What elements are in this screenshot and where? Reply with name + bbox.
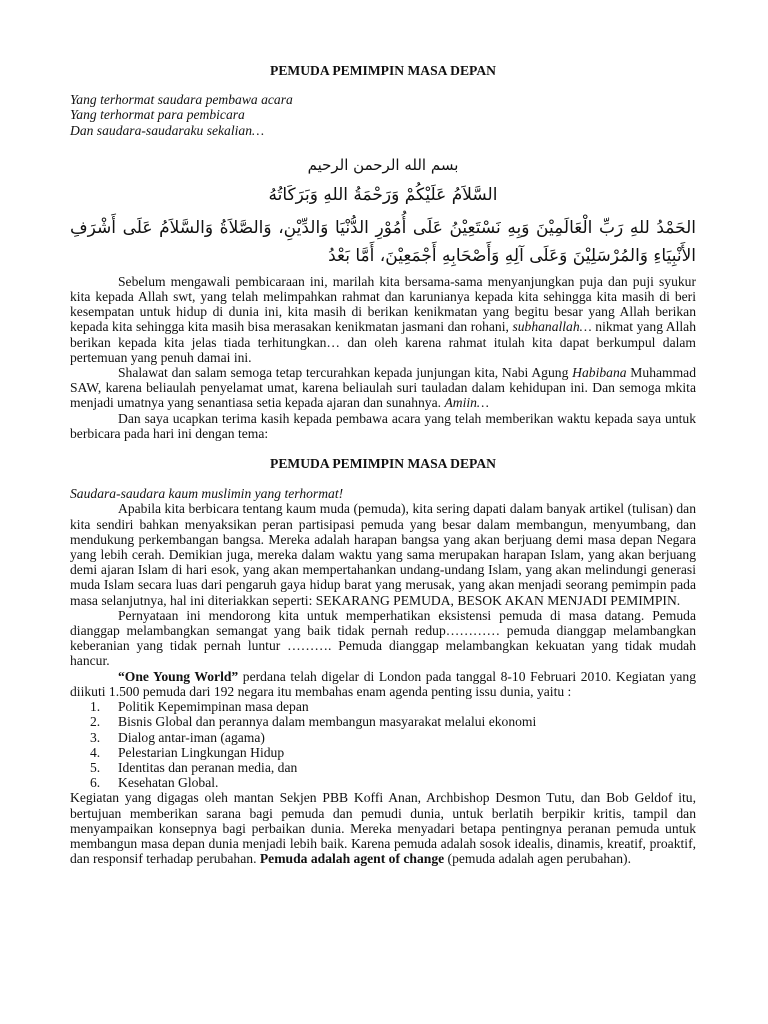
list-number: 2. xyxy=(90,714,101,730)
list-text: Kesehatan Global. xyxy=(118,775,219,791)
body-paragraph-1: Apabila kita berbicara tentang kaum muda (pemuda), kita sering dapati dalam banyak artikel (tulisan) dan kita sendiri bahkan menyaksikan peran partisipasi pemuda yang besar dalam membangun, menyumbang, dan mendukung perkembangan bangsa. Mereka adalah harapan bangsa yang akan berjuang demi masa depan Negara yang lebih cerah. Demikian juga, mereka dalam waktu yang sama merupakan harapan Islam, yang akan berjuang demi ajaran Islam di hari esok, yang akan mempertahankan undang-undang Islam, yang akan melindungi generasi muda Islam secara luas dari pengaruh gaya hidup barat yang merusak, yang akan menjadi seorang pemimpin pada masa selanjutnya, hal ini diteriakkan seperti: SEKARANG PEMUDA, BESOK AKAN MENJADI PEMIMPIN. xyxy=(70,501,696,608)
body-text: perdana telah digelar di London pada tanggal 8-10 Februari 2010. Kegiatan yang diikuti 1.500 pemuda dari 192 negara itu membahas enam agenda penting issu dunia, yaitu : xyxy=(70,668,696,699)
list-item xyxy=(70,699,696,714)
intro-emphasis: subhanallah… xyxy=(512,319,592,335)
list-text: Bisnis Global dan perannya dalam membangun masyarakat melalui ekonomi xyxy=(118,714,537,730)
list-number: 5. xyxy=(90,759,101,775)
intro-paragraph-3: Dan saya ucapkan terima kasih kepada pembawa acara yang telah memberikan waktu kepada saya untuk berbicara pada hari ini dengan tema: xyxy=(70,410,696,441)
list-item xyxy=(70,730,696,745)
arabic-salam: السَّلاَمُ عَلَيْكُمْ وَرَحْمَةُ اللهِ وَبَرَكَاتُهُ xyxy=(268,184,498,205)
arabic-basmala: بسم الله الرحمن الرحيم xyxy=(307,155,459,174)
list-text: Pelestarian Lingkungan Hidup xyxy=(118,744,285,760)
body-paragraph-4 xyxy=(70,790,696,866)
section-title: PEMUDA PEMIMPIN MASA DEPAN xyxy=(270,456,496,472)
greeting-line: Yang terhormat saudara pembawa acara xyxy=(70,92,293,108)
list-item xyxy=(70,745,696,760)
list-text: Dialog antar-iman (agama) xyxy=(118,729,265,745)
body-paragraph-2: Pernyataan ini mendorong kita untuk memperhatikan eksistensi pemuda di masa datang. Pemuda dianggap melambangkan semangat yang baik tidak pernah redup………… pemuda dianggap melambangkan keberanian yang tidak pernah luntur ………. Pemuda dianggap melambangkan kekuatan yang tidak mudah hancur. xyxy=(70,607,696,669)
list-number: 1. xyxy=(90,699,101,715)
body-text: (pemuda adalah agen perubahan). xyxy=(444,851,631,867)
list-number: 3. xyxy=(90,729,101,745)
intro-text: Sebelum mengawali pembicaraan ini, marilah kita bersama-sama menyanjungkan puja dan puji syukur kita kepada Allah swt, yang telah melimpahkan rahmat dan karunianya kepada kita sehingga kita masih di beri kesempatan untuk hidup di dunia ini, kita masih di berikan kenikmatan yang begitu besar yang Allah berikan kepada kita sehingga kita masih bisa merasakan kenikmatan jasmani dan rohani, xyxy=(70,273,696,335)
list-item xyxy=(70,714,696,729)
event-name: “One Young World” xyxy=(118,668,239,684)
opening-salutation: Saudara-saudara kaum muslimin yang terhormat! xyxy=(70,486,344,502)
greetings-block xyxy=(70,92,696,138)
list-number: 6. xyxy=(90,775,101,791)
intro-text: Shalawat dan salam semoga tetap tercurahkan kepada junjungan kita, Nabi Agung xyxy=(118,365,573,381)
intro-emphasis: Habibana xyxy=(572,365,627,381)
greeting-line: Dan saudara-saudaraku sekalian… xyxy=(70,122,265,138)
greeting-line: Yang terhormat para pembicara xyxy=(70,107,245,123)
list-text: Identitas dan peranan media, dan xyxy=(118,759,298,775)
list-text: Politik Kepemimpinan masa depan xyxy=(118,699,309,715)
intro-emphasis: Amiin… xyxy=(444,395,490,411)
body-text: Kegiatan yang digagas oleh mantan Sekjen PBB Koffi Anan, Archbishop Desmon Tutu, dan Bob Geldof itu, bertujuan memberikan sarana bagi pemuda dan pemudi dunia, untuk berlatih berpikir kritis, tampil dan menyampaikan konsepnya bagi perbaikan dunia. Mereka menyadari betapa pentingnya peranan pemuda untuk membangun masa depan dunia menjadi lebih baik. Karena pemuda adalah sosok idealis, dinamis, kreatif, proaktif, dan responsif terhadap perubahan. xyxy=(70,790,696,867)
document-title: PEMUDA PEMIMPIN MASA DEPAN xyxy=(270,63,496,78)
body-paragraph-3 xyxy=(70,669,696,699)
list-item xyxy=(70,775,696,790)
list-number: 4. xyxy=(90,744,101,760)
intro-text: nikmat yang Allah berikan kepada kita jelas tiada terhitungkan… dan oleh karena rahmat itulah kita dapat berkumpul dalam pertemuan yang penuh damai ini. xyxy=(70,319,696,365)
arabic-hamd: الحَمْدُ للهِ رَبِّ الْعَالَمِيْنَ وَبِهِ نَسْتَعِيْنُ عَلَى أُمُوْرِ الدُّنْيَا وَالدِّيْنِ، وَالصَّلاَةُ وَالسَّلاَمُ عَلَى أَشْرَفِ الأَنْبِيَاءِ وَالمُرْسَلِيْنَ وَعَلَى آلِهِ وَأَصْحَابِهِ أَجْمَعِيْنَ، أَمَّا بَعْدُ xyxy=(70,217,696,266)
agenda-list xyxy=(70,699,696,790)
body-emphasis: Pemuda adalah agent of change xyxy=(259,851,445,867)
intro-paragraph-2 xyxy=(70,365,696,411)
intro-paragraph-1 xyxy=(70,274,696,365)
document-content xyxy=(70,0,696,866)
intro-text: Muhammad SAW, karena beliaulah penyelamat umat, karena beliaulah suri tauladan dalam kehidupan ini. Dan semoga mkita menjadi umatnya yang senantiasa setia kepada ajaran dan sunahnya. xyxy=(70,365,697,411)
list-item xyxy=(70,760,696,775)
